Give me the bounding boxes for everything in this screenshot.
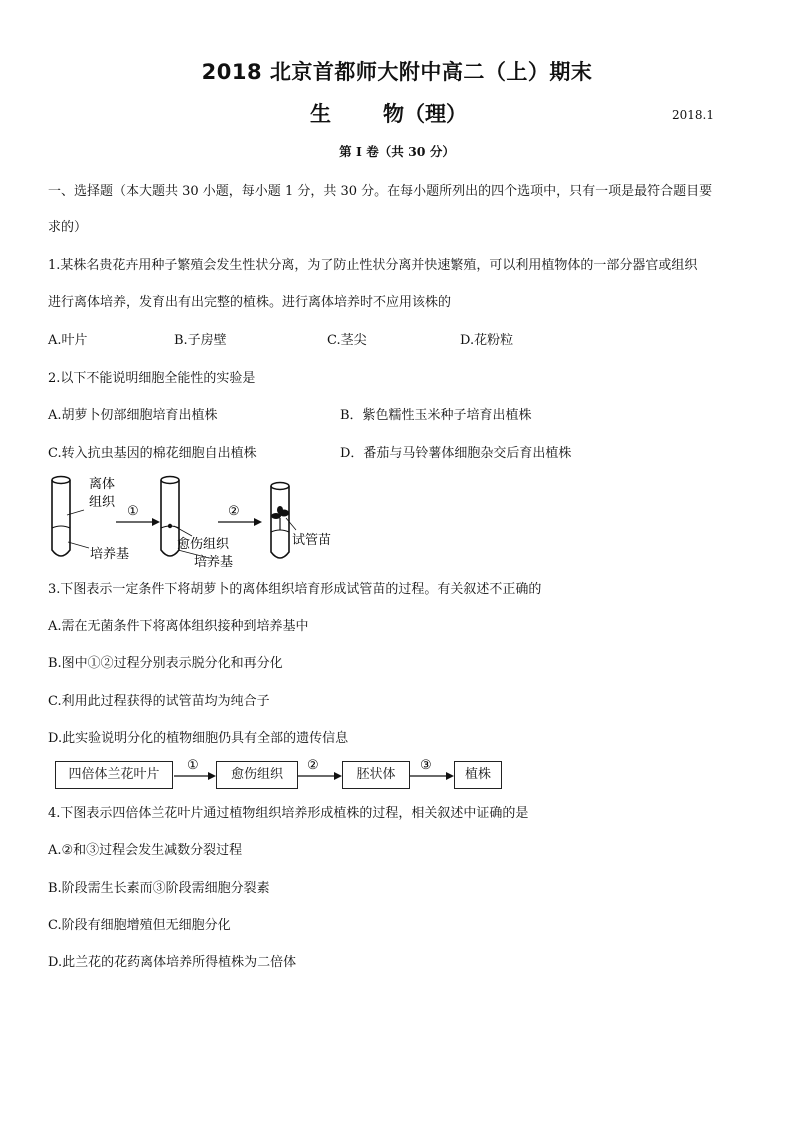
q2-option-a: A.胡萝卜仞部细胞培育出植株 — [48, 408, 218, 423]
label-zuzhi: 组织 — [89, 495, 116, 510]
q3-option-a: A.需在无菌条件下将离体组织接种到培养基中 — [48, 619, 309, 634]
q4-option-d: D.此兰花的花药离体培养所得植株为二倍体 — [48, 955, 297, 970]
q2-option-d: D．番茄与马铃薯体细胞杂交后育出植株 — [340, 446, 572, 461]
q2-stem: 2.以下不能说明细胞全能性的实验是 — [48, 371, 256, 386]
step-1-label: ① — [127, 504, 139, 519]
flow-box-leaf: 四倍体兰花叶片 — [55, 761, 173, 789]
page-title: 2018 北京首都师大附中高二（上）期末 — [201, 60, 593, 84]
flow-step-2: ② — [307, 758, 319, 773]
q1-option-a: A.叶片 — [48, 333, 88, 348]
test-tube-1-icon — [52, 477, 70, 557]
q3-option-c: C.利用此过程获得的试管苗均为纯合子 — [48, 694, 270, 709]
test-tube-3-icon — [271, 483, 289, 559]
exam-date: 2018.1 — [672, 108, 714, 122]
q4-option-a: A.②和③过程会发生减数分裂过程 — [48, 843, 243, 858]
flow-step-1: ① — [187, 758, 199, 773]
flow-arrows — [170, 754, 460, 794]
q4-option-c: C.阶段有细胞增殖但无细胞分化 — [48, 918, 231, 933]
flow-step-3: ③ — [420, 758, 432, 773]
q3-option-b: B.图中①②过程分别表示脱分化和再分化 — [48, 656, 283, 671]
q4-option-b: B.阶段需生长素而③阶段需细胞分裂素 — [48, 881, 270, 896]
label-shiguanmiao: 试管苗 — [292, 533, 332, 548]
instructions-line-1: 一、选择题（本大题共 30 小题，每小题 1 分，共 30 分。在每小题所列出的四个选项中，只有一项是最符合题目要 — [48, 184, 713, 199]
subject-char-2: 物（理） — [383, 102, 467, 126]
label-peiyangji-1: 培养基 — [90, 547, 130, 562]
q1-option-b: B.子房壁 — [174, 333, 227, 348]
q2-option-c: C.转入抗虫基因的棉花细胞自出植株 — [48, 446, 257, 461]
q2-option-b: B．紫色糯性玉米种子培育出植株 — [340, 408, 532, 423]
q1-option-c: C.茎尖 — [327, 333, 367, 348]
label-peiyangji-2: 培养基 — [194, 555, 234, 570]
label-yushang: 愈伤组织 — [177, 537, 230, 552]
flow-box-callus: 愈伤组织 — [216, 761, 298, 789]
test-tube-figure — [44, 470, 354, 570]
q3-option-d: D.此实验说明分化的植物细胞仍具有全部的遗传信息 — [48, 731, 349, 746]
q1-option-d: D.花粉粒 — [460, 333, 514, 348]
q1-stem-line-2: 进行离体培养，发育出有出完整的植株。进行离体培养时不应用该株的 — [48, 295, 452, 310]
q4-stem: 4.下图表示四倍体兰花叶片通过植物组织培养形成植株的过程，相关叙述中证确的是 — [48, 806, 529, 821]
label-lizhi: 离体 — [89, 477, 116, 492]
step-2-label: ② — [228, 504, 240, 519]
section-label: 第 I 卷（共 30 分） — [339, 144, 455, 159]
subject-char-1: 生 — [310, 102, 331, 126]
instructions-line-2: 求的） — [48, 220, 88, 235]
q1-stem-line-1: 1.某株名贵花卉用种子繁殖会发生性状分离，为了防止性状分离并快速繁殖，可以利用植物体的一部分器官或组织 — [48, 258, 698, 273]
q3-stem: 3.下图表示一定条件下将胡萝卜的离体组织培育形成试管苗的过程。有关叙述不正确的 — [48, 582, 542, 597]
flow-box-plant: 植株 — [454, 761, 502, 789]
flow-box-embryoid: 胚状体 — [342, 761, 410, 789]
